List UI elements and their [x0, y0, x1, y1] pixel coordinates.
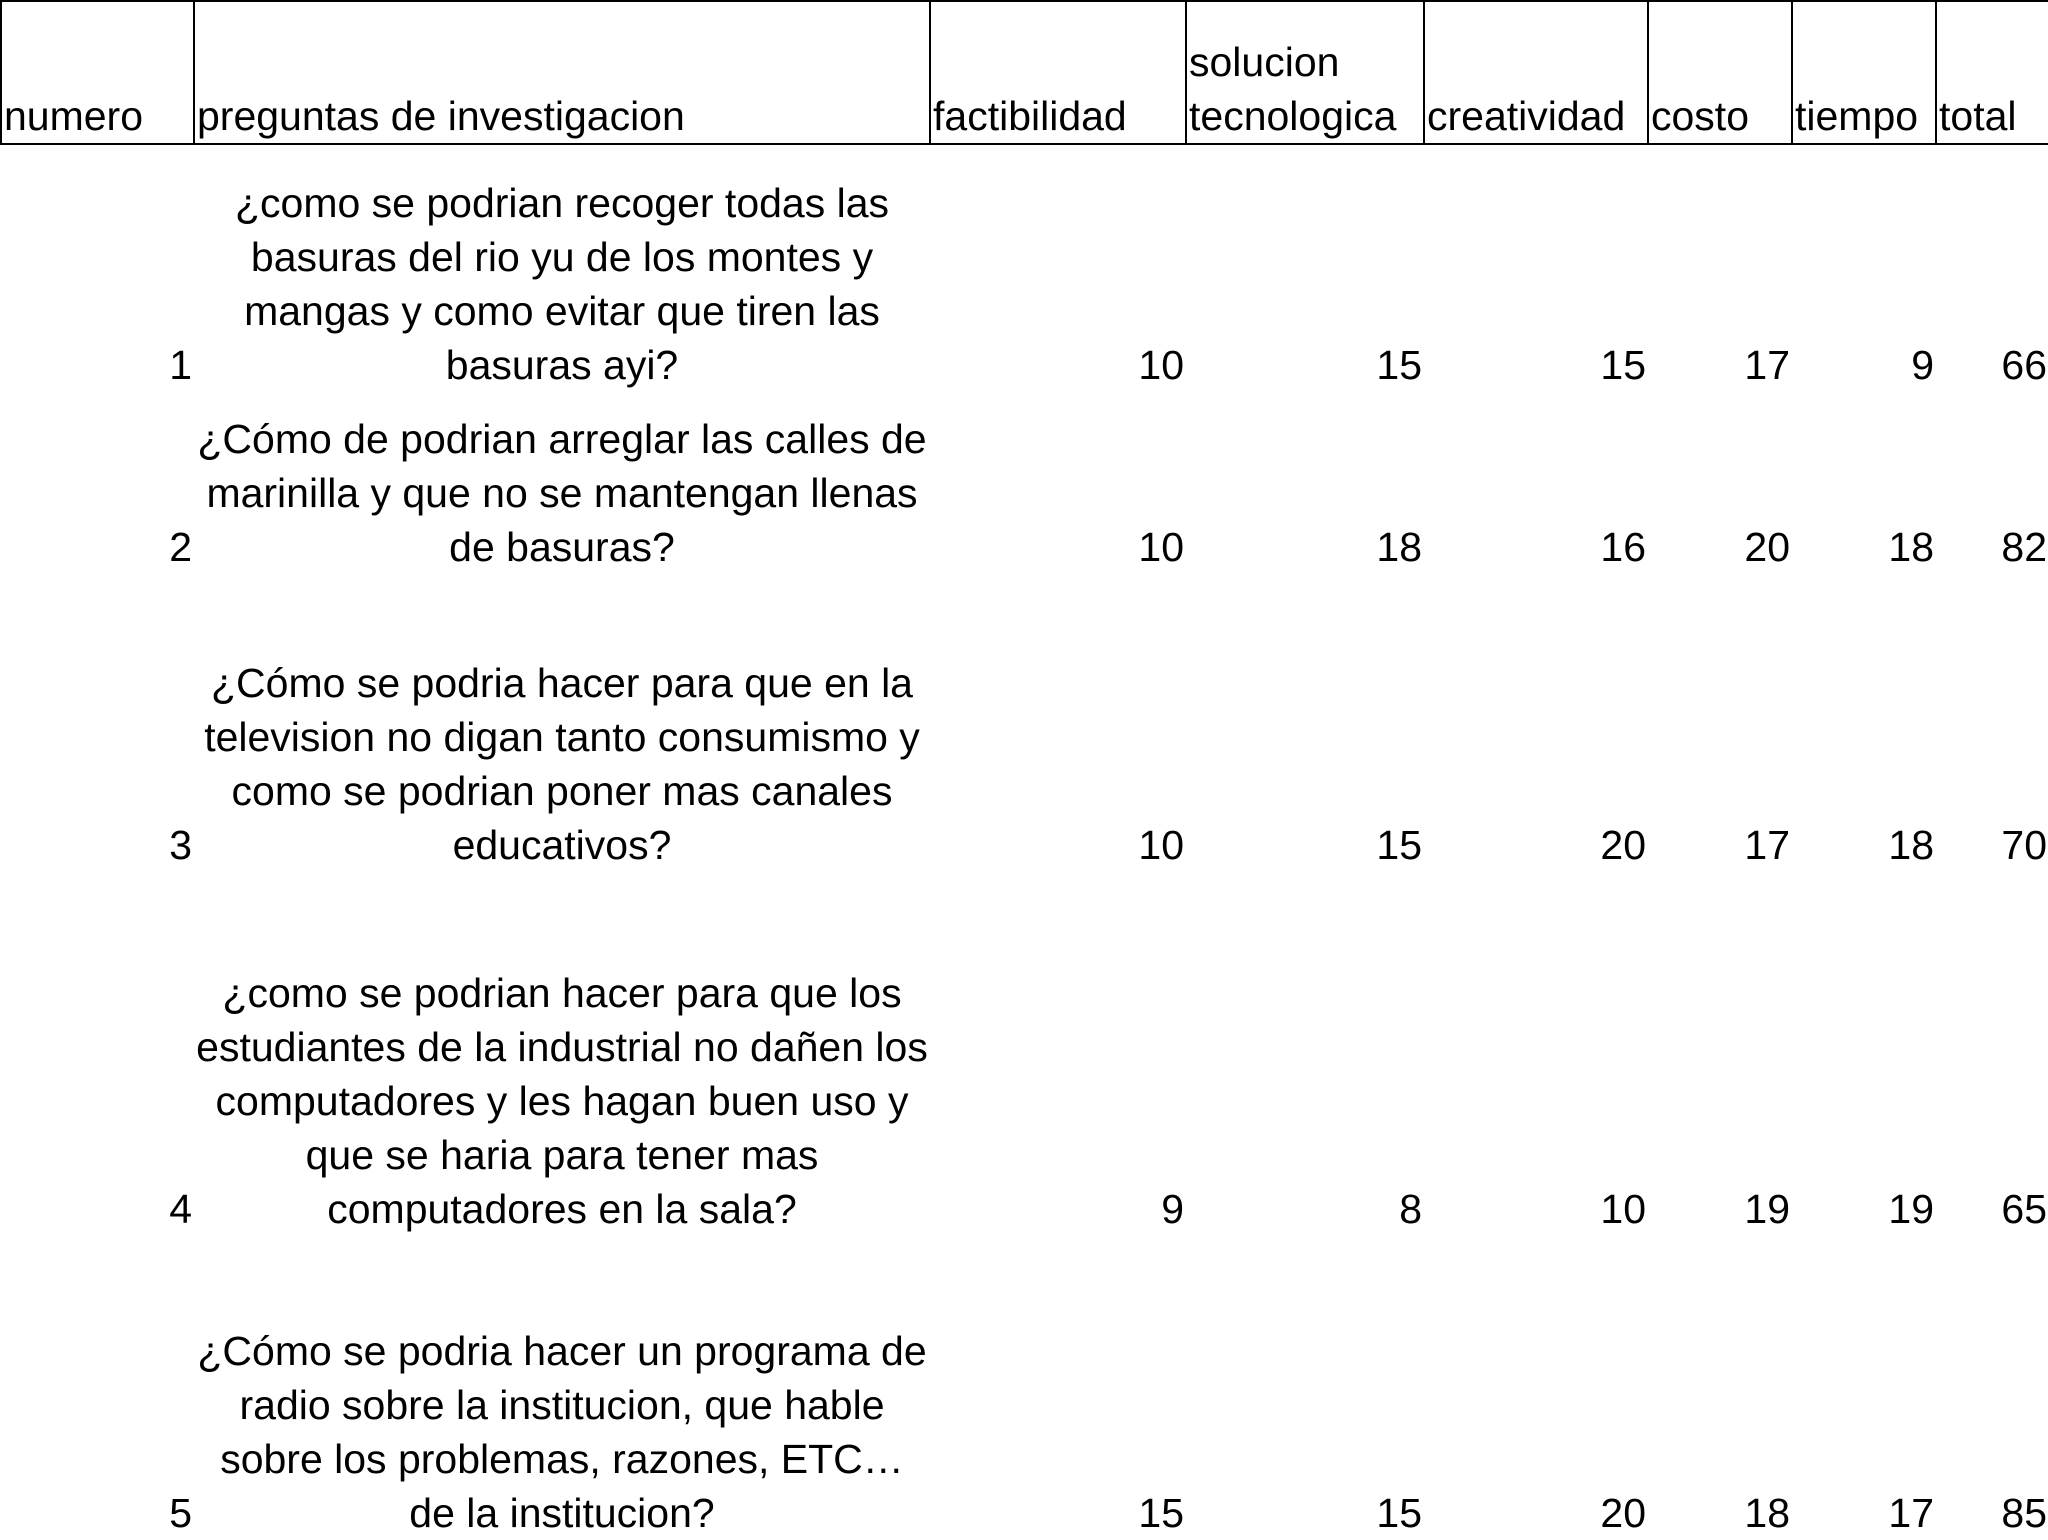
header-preguntas[interactable]: preguntas de investigacion — [194, 1, 930, 144]
table-row — [1, 392, 2048, 574]
cell-numero[interactable]: 3 — [169, 822, 192, 868]
cell-creatividad[interactable]: 15 — [1600, 342, 1646, 388]
cell-costo[interactable]: 17 — [1744, 822, 1790, 868]
header-costo[interactable]: costo — [1648, 1, 1792, 144]
cell-numero[interactable]: 1 — [169, 342, 192, 388]
cell-numero[interactable]: 4 — [169, 1186, 192, 1232]
cell-total[interactable]: 85 — [2001, 1490, 2047, 1536]
cell-total[interactable]: 65 — [2001, 1186, 2047, 1232]
cell-factibilidad[interactable]: 10 — [1138, 822, 1184, 868]
cell-solucion[interactable]: 15 — [1376, 342, 1422, 388]
cell-solucion[interactable]: 18 — [1376, 524, 1422, 570]
header-factibilidad[interactable]: factibilidad — [930, 1, 1186, 144]
header-numero[interactable]: numero — [1, 1, 194, 144]
header-total[interactable]: total — [1936, 1, 2048, 144]
cell-creatividad[interactable]: 10 — [1600, 1186, 1646, 1232]
cell-numero[interactable]: 5 — [169, 1490, 192, 1536]
header-row — [1, 1, 2048, 144]
cell-solucion[interactable]: 15 — [1376, 822, 1422, 868]
cell-tiempo[interactable]: 9 — [1911, 342, 1934, 388]
cell-costo[interactable]: 18 — [1744, 1490, 1790, 1536]
cell-pregunta[interactable]: ¿Cómo se podria hacer para que en la television no digan tanto consumismo y como se podrian poner mas canales educativos? — [204, 660, 920, 868]
cell-tiempo[interactable]: 17 — [1888, 1490, 1934, 1536]
cell-tiempo[interactable]: 18 — [1888, 524, 1934, 570]
cell-tiempo[interactable]: 18 — [1888, 822, 1934, 868]
header-tiempo[interactable]: tiempo — [1792, 1, 1936, 144]
cell-numero[interactable]: 2 — [169, 524, 192, 570]
cell-total[interactable]: 82 — [2001, 524, 2047, 570]
table-row — [1, 1236, 2048, 1540]
cell-costo[interactable]: 19 — [1744, 1186, 1790, 1232]
header-creatividad[interactable]: creatividad — [1424, 1, 1648, 144]
cell-factibilidad[interactable]: 10 — [1138, 342, 1184, 388]
cell-tiempo[interactable]: 19 — [1888, 1186, 1934, 1232]
cell-total[interactable]: 70 — [2001, 822, 2047, 868]
table-row — [1, 872, 2048, 1236]
cell-total[interactable]: 66 — [2001, 342, 2047, 388]
table-row — [1, 144, 2048, 392]
cell-pregunta[interactable]: ¿como se podrian recoger todas las basuras del rio yu de los montes y mangas y como evitar que tiren las basuras ayi? — [234, 180, 890, 388]
cell-factibilidad[interactable]: 9 — [1161, 1186, 1184, 1232]
header-solucion-tecnologica[interactable]: solucion tecnologica — [1186, 1, 1424, 144]
cell-costo[interactable]: 20 — [1744, 524, 1790, 570]
cell-costo[interactable]: 17 — [1744, 342, 1790, 388]
cell-pregunta[interactable]: ¿como se podrian hacer para que los estudiantes de la industrial no dañen los computadores y les hagan buen uso y que se haria para tener mas computadores en la sala? — [196, 970, 928, 1232]
cell-creatividad[interactable]: 20 — [1600, 1490, 1646, 1536]
cell-factibilidad[interactable]: 15 — [1138, 1490, 1184, 1536]
cell-solucion[interactable]: 15 — [1376, 1490, 1422, 1536]
table-row — [1, 574, 2048, 872]
cell-factibilidad[interactable]: 10 — [1138, 524, 1184, 570]
cell-pregunta[interactable]: ¿Cómo se podria hacer un programa de radio sobre la institucion, que hable sobre los problemas, razones, ETC… de la institucion? — [197, 1328, 927, 1536]
cell-pregunta[interactable]: ¿Cómo de podrian arreglar las calles de marinilla y que no se mantengan llenas de basuras? — [197, 416, 927, 570]
cell-solucion[interactable]: 8 — [1399, 1186, 1422, 1232]
cell-creatividad[interactable]: 20 — [1600, 822, 1646, 868]
cell-creatividad[interactable]: 16 — [1600, 524, 1646, 570]
